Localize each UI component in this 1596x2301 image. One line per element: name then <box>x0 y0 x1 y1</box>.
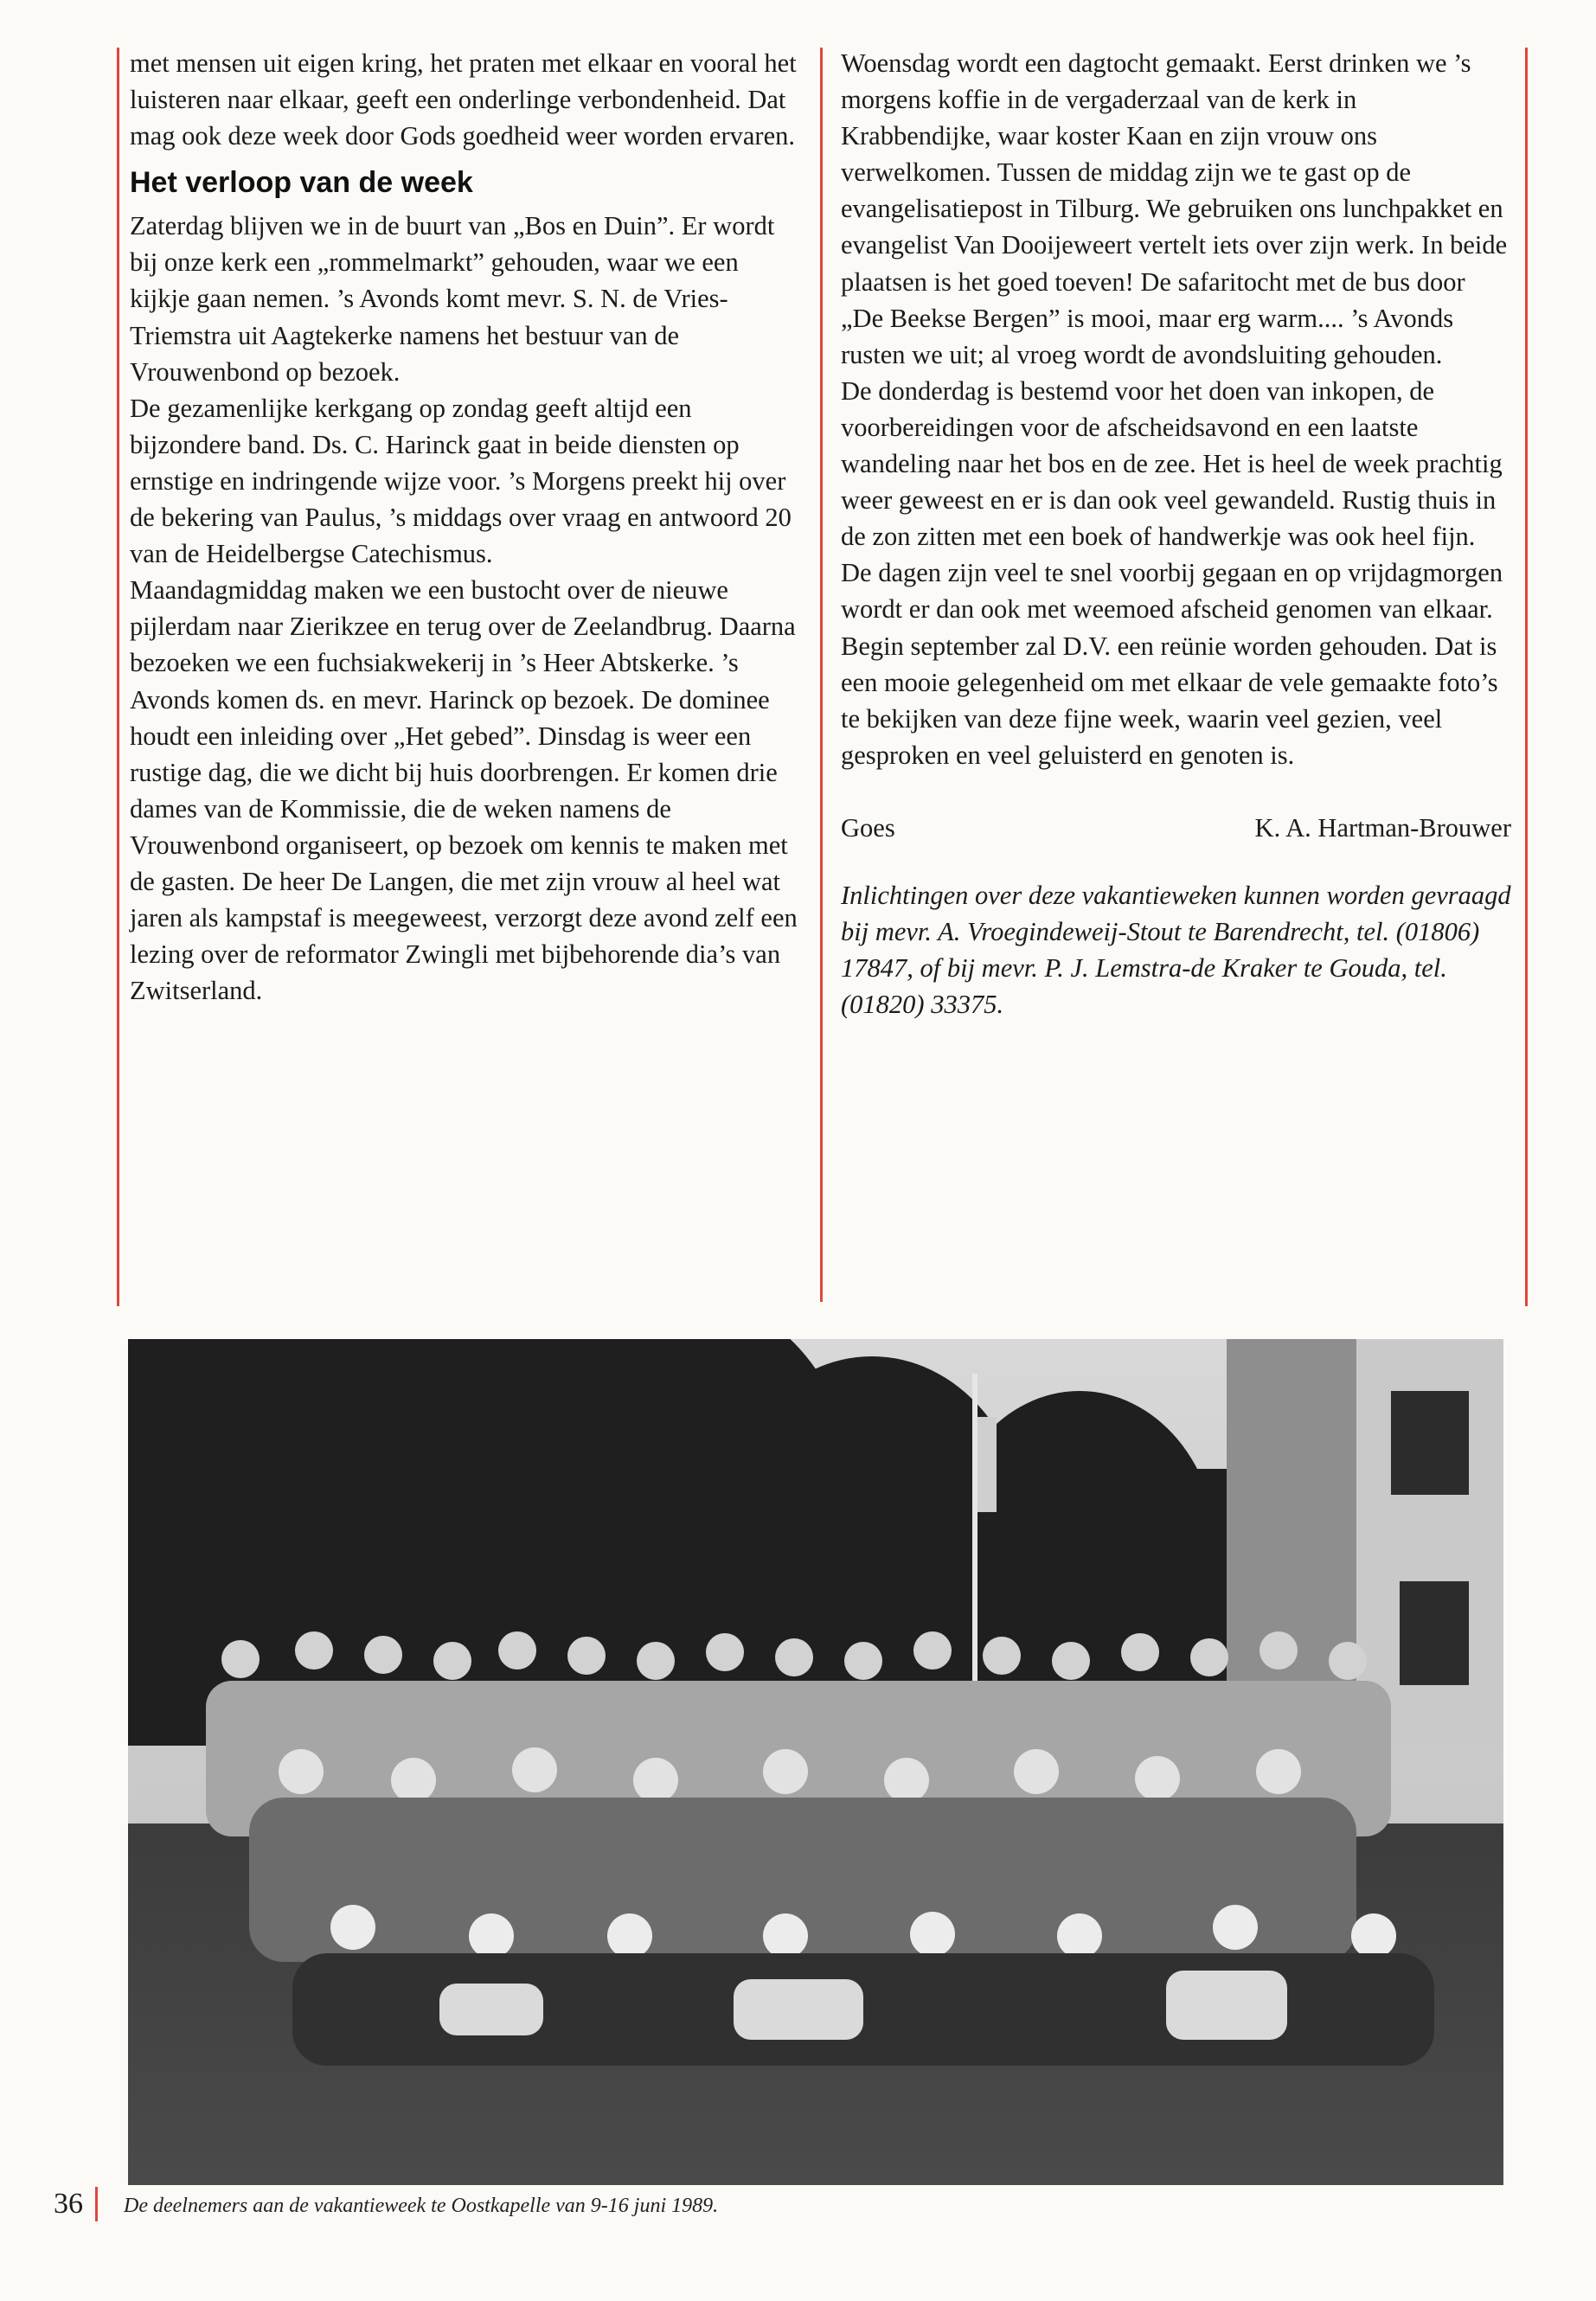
paragraph-monday-tuesday: Maandagmiddag maken we een bustocht over de nieuwe pijlerdam naar Zierikzee en terug over de Zeelandbrug. Daarna bezoeken we een fuchsiakwekerij in ’s Heer Abtskerke. ’s Avonds komen ds. en mevr. Harinck op bezoek. De dominee houdt een inleiding over „Het gebed”. Dinsdag is weer een rustige dag, die we dicht bij huis doorbrengen. Er komen drie dames van de Kommissie, die de weken namens de Vrouwenbond organiseert, op bezoek om kennis te maken met de gasten. De heer De Langen, die met zijn vrouw al heel wat jaren als kampstaf is meegeweest, verzorgt deze avond zelf een lezing over de reformator Zwingli met bijbehorende dia’s van Zwitserland. <box>130 575 798 1006</box>
signature-place: Goes <box>841 812 895 843</box>
left-margin-rule <box>117 48 119 1306</box>
right-margin-rule <box>1525 48 1528 1306</box>
group-photo <box>128 1339 1503 2185</box>
paragraph-reunion: Begin september zal D.V. een reünie worden gehouden. Dat is een mooie gelegenheid om met elkaar de vele gemaakte foto’s te bekijken van deze fijne week, waarin veel gezien, veel gesproken en veel geluisterd en genoten is. <box>841 631 1498 770</box>
paragraph-sunday: De gezamenlijke kerkgang op zondag geeft altijd een bijzondere band. Ds. C. Harinck gaat in beide diensten op ernstige en indringende wijze voor. ’s Morgens preekt hij over de bekering van Paulus, ’s middags over vraag en antwoord 20 van de Heidelbergse Catechismus. <box>130 393 792 569</box>
photo-caption: De deelnemers aan de vakantieweek te Oostkapelle van 9-16 juni 1989. <box>124 2195 719 2217</box>
paragraph-thursday: De donderdag is bestemd voor het doen van inkopen, de voorbereidingen voor de afscheidsavond en een laatste wandeling naar het bos en de zee. Het is heel de week prachtig weer geweest en er is dan ook veel gewandeld. Rustig thuis in de zon zitten met een boek of handwerkje was ook heel fijn. <box>841 375 1503 552</box>
group-photo-illustration <box>128 1339 1503 2185</box>
paragraph-friday: De dagen zijn veel te snel voorbij gegaan en op vrijdagmorgen wordt er dan ook met weemoed afscheid genomen van elkaar. <box>841 558 1503 625</box>
column-divider-rule <box>820 48 823 1302</box>
page-number: 36 <box>54 2188 83 2220</box>
paragraph-wednesday: Woensdag wordt een dagtocht gemaakt. Eerst drinken we ’s morgens koffie in de vergaderzaal van de kerk in Krabbendijke, waar koster Kaan en zijn vrouw ons verwelkomen. Tussen de middag zijn we te gast op de evangelisatiepost in Tilburg. We gebruiken ons lunchpakket en evangelist Van Dooijeweert vertelt iets over zijn werk. In beide plaatsen is het goed toeven! De safaritocht met de bus door „De Beekse Bergen” is mooi, maar erg warm.... ’s Avonds rusten we uit; al vroeg wordt de avondsluiting gehouden. <box>841 48 1508 369</box>
info-note: Inlichtingen over deze vakantieweken kunnen worden gevraagd bij mevr. A. Vroegindeweij-Stout te Barendrecht, tel. (01806) 17847, of bij mevr. P. J. Lemstra-de Kraker te Gouda, tel. (01820) 33375. <box>841 880 1511 1020</box>
left-text-column <box>130 45 804 1009</box>
intro-paragraph: met mensen uit eigen kring, het praten met elkaar en vooral het luisteren naar elkaar, geeft een onderlinge verbondenheid. Dat mag ook deze week door Gods goedheid weer worden ervaren. <box>130 48 797 151</box>
signature-row <box>841 810 1511 846</box>
right-text-column <box>841 45 1511 1022</box>
paragraph-saturday: Zaterdag blijven we in de buurt van „Bos en Duin”. Er wordt bij onze kerk een „rommelmarkt” gehouden, waar we een kijkje gaan nemen. ’s Avonds komt mevr. S. N. de Vries-Triemstra uit Aagtekerke namens het bestuur van de Vrouwenbond op bezoek. <box>130 211 775 387</box>
footer-rule <box>95 2187 98 2221</box>
signature-author: K. A. Hartman-Brouwer <box>1254 812 1511 843</box>
section-heading: Het verloop van de week <box>130 166 473 200</box>
